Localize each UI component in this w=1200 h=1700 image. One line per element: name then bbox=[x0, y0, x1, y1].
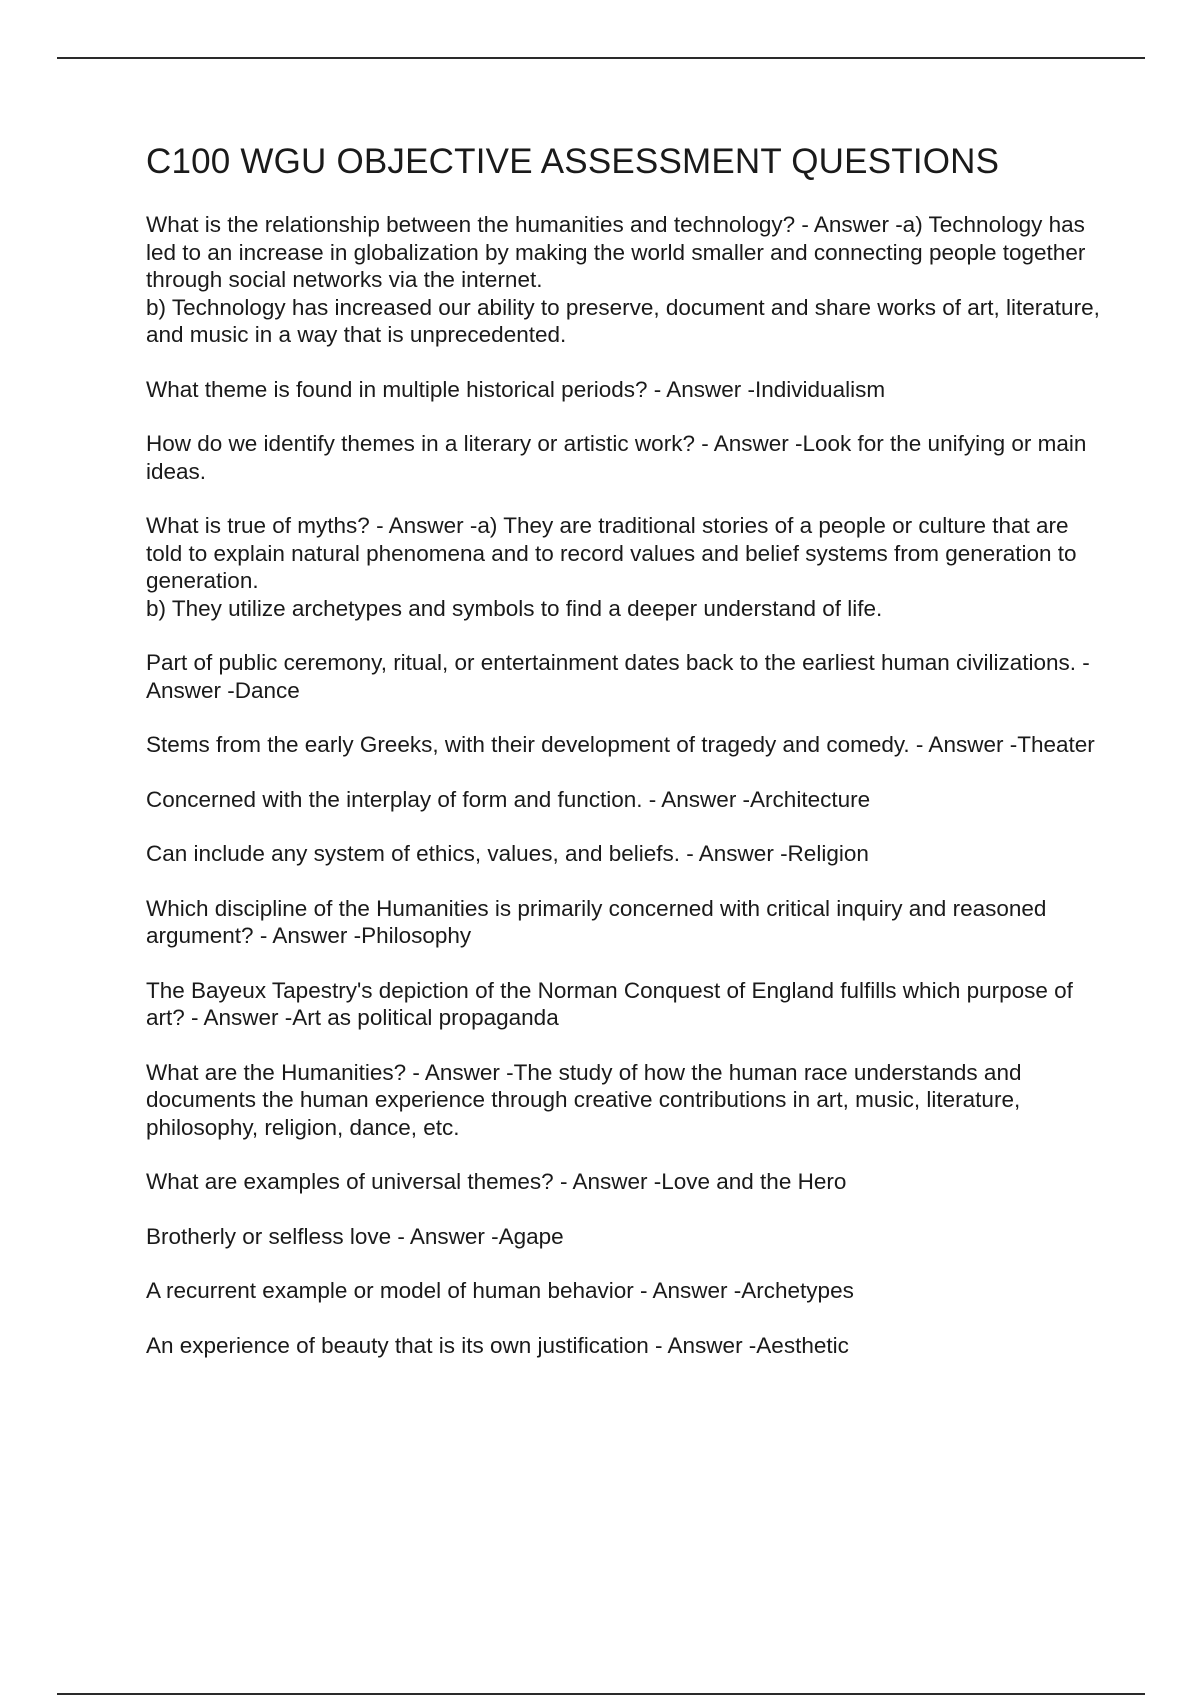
qa-entry: A recurrent example or model of human behavior - Answer -Archetypes bbox=[146, 1278, 854, 1303]
document-page bbox=[146, 140, 1106, 1386]
qa-entry: What are examples of universal themes? - Answer -Love and the Hero bbox=[146, 1169, 847, 1194]
qa-entry: What are the Humanities? - Answer -The study of how the human race understands and documents the human experience through creative contributions in art, music, literature, philosophy, religion, dance, etc. bbox=[146, 1059, 1022, 1140]
qa-entry: What is true of myths? - Answer -a) They are traditional stories of a people or culture that are told to explain natural phenomena and to record values and belief systems from generation to generation. b) They utilize archetypes and symbols to find a deeper understand of life. bbox=[146, 513, 1077, 621]
qa-entry: The Bayeux Tapestry's depiction of the Norman Conquest of England fulfills which purpose of art? - Answer -Art as political propaganda bbox=[146, 977, 1073, 1030]
qa-entry: Brotherly or selfless love - Answer -Agape bbox=[146, 1223, 564, 1249]
qa-entry: Which discipline of the Humanities is primarily concerned with critical inquiry and reasoned argument? - Answer -Philosophy bbox=[146, 895, 1047, 948]
qa-entry: An experience of beauty that is its own justification - Answer -Aesthetic bbox=[146, 1332, 849, 1358]
qa-entry: Can include any system of ethics, values, and beliefs. - Answer -Religion bbox=[146, 841, 869, 866]
header-rule bbox=[57, 57, 1145, 59]
qa-entry: How do we identify themes in a literary or artistic work? - Answer -Look for the unifying or main ideas. bbox=[146, 431, 1087, 484]
qa-entry: Stems from the early Greeks, with their development of tragedy and comedy. - Answer -Theater bbox=[146, 732, 1095, 757]
document-title: C100 WGU OBJECTIVE ASSESSMENT QUESTIONS bbox=[146, 142, 1000, 181]
qa-entry: What theme is found in multiple historical periods? - Answer -Individualism bbox=[146, 376, 886, 402]
footer-rule bbox=[57, 1693, 1145, 1695]
qa-entry: What is the relationship between the humanities and technology? - Answer -a) Technology has led to an increase in globalization by making the world smaller and connecting people together through social networks via the internet. b) Technology has increased our ability to preserve, document and share works of art, literature, and music in a way that is unprecedented. bbox=[146, 212, 1100, 347]
qa-entry: Part of public ceremony, ritual, or entertainment dates back to the earliest human civilizations. - Answer -Dance bbox=[146, 650, 1090, 703]
qa-entry: Concerned with the interplay of form and function. - Answer -Architecture bbox=[146, 786, 871, 812]
